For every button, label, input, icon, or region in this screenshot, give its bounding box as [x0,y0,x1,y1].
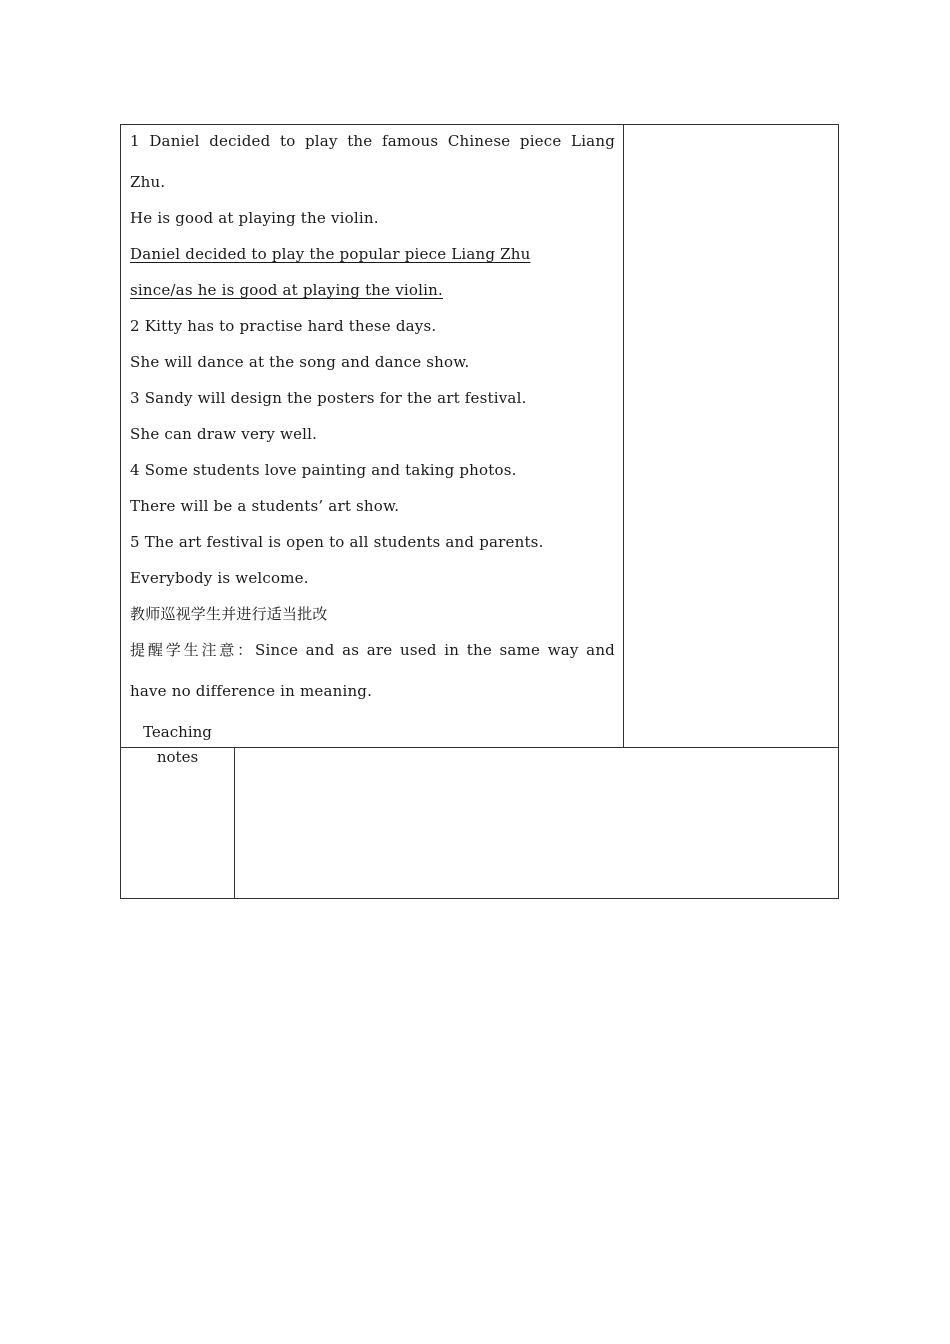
exercise-line: 4 Some students love painting and taking photos. [130,461,517,479]
reminder-line: 提醒学生注意：Since and as are used in the same way and [130,641,615,659]
exercise-line: There will be a students’ art show. [130,497,400,515]
exercise-content [121,125,623,715]
teaching-notes-label-line1: Teaching [143,723,212,741]
teaching-notes-label-cell [121,723,235,899]
exercise-line: He is good at playing the violin. [130,209,379,227]
exercise-cell [121,125,624,748]
teaching-notes-label [121,720,234,770]
exercise-line: Zhu. [130,173,166,191]
exercise-line: She can draw very well. [130,425,318,443]
model-answer-line [130,278,615,314]
model-answer-text: Daniel decided to play the popular piece Liang Zhu [130,245,531,263]
model-answer-line [130,242,615,278]
exercise-line: 3 Sandy will design the posters for the art festival. [130,389,527,407]
lesson-content-row [121,125,839,748]
exercise-line: She will dance at the song and dance show. [130,353,470,371]
exercise-line: 1 Daniel decided to play the famous Chinese piece Liang [130,132,615,150]
teaching-notes-content-cell [235,748,839,899]
reminder-line: have no difference in meaning. [130,682,373,700]
model-answer-text: since/as he is good at playing the violin. [130,281,443,299]
exercise-line: 2 Kitty has to practise hard these days. [130,317,437,335]
teacher-instruction-line: 教师巡视学生并进行适当批改 [130,605,328,623]
exercise-line: 5 The art festival is open to all students and parents. [130,533,544,551]
exercise-line: Everybody is welcome. [130,569,309,587]
side-notes-cell [624,125,839,748]
lesson-table [120,124,839,899]
teaching-notes-label-line2: notes [156,748,199,766]
teaching-notes-row [121,748,839,899]
